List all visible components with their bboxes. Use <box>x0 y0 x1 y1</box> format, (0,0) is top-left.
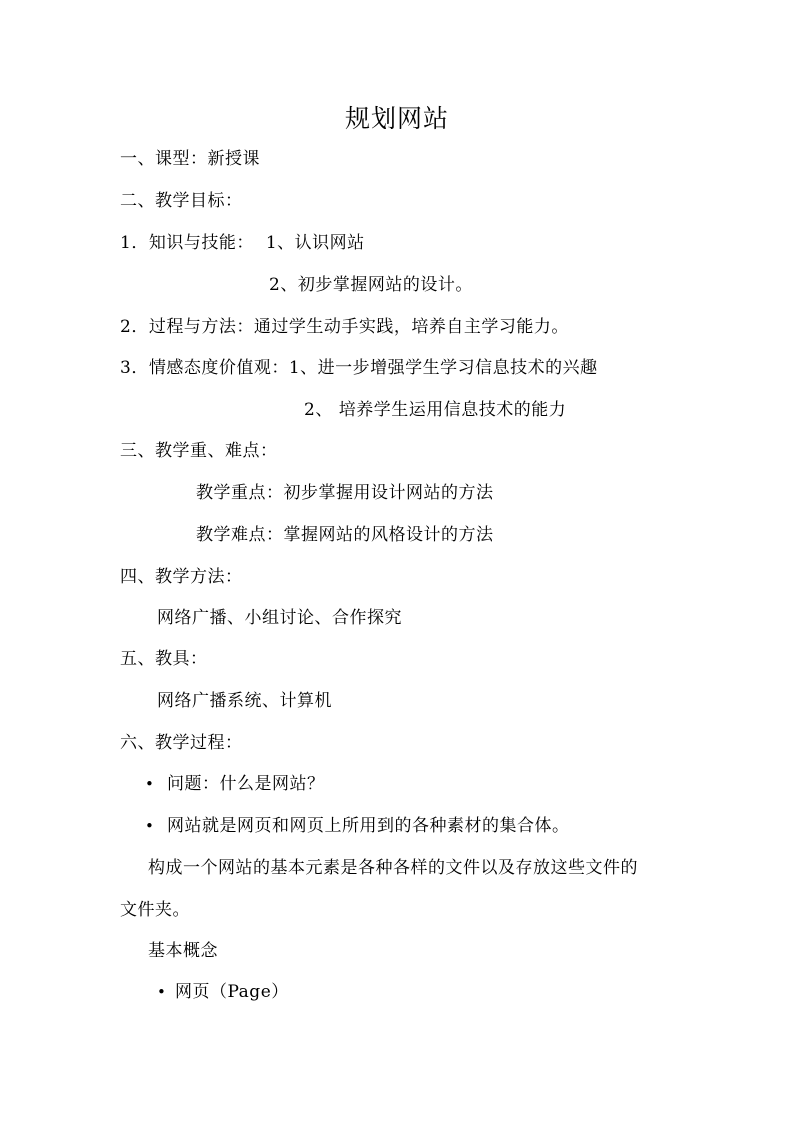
concept-item-page: 网页（Page） <box>175 982 289 1002</box>
process-question: 问题：什么是网站？ <box>167 774 325 794</box>
section-teaching-methods-heading: 四、教学方法： <box>120 567 243 587</box>
difficult-point: 教学难点：掌握网站的风格设计的方法 <box>196 525 494 545</box>
list-item <box>145 773 325 795</box>
process-paragraph-line-1: 构成一个网站的基本元素是各种各样的文件以及存放这些文件的 <box>148 858 638 878</box>
process-answer: 网站就是网页和网页上所用到的各种素材的集合体。 <box>167 816 570 836</box>
section-key-difficult-heading: 三、教学重、难点： <box>120 441 278 461</box>
section-teaching-goals-heading: 二、教学目标： <box>120 191 243 211</box>
teaching-tools: 网络广播系统、计算机 <box>157 691 332 711</box>
bullet-icon: • <box>145 817 155 835</box>
goal-knowledge-skills-label: 1．知识与技能： <box>120 233 254 253</box>
goal-emotion-values: 3．情感态度价值观：1、进一步增强学生学习信息技术的兴趣 <box>120 358 598 378</box>
process-paragraph-line-2: 文件夹。 <box>120 900 190 920</box>
goal-emotion-values-item-2: 2、 培养学生运用信息技术的能力 <box>304 400 567 420</box>
list-item <box>145 815 570 837</box>
bullet-icon: • <box>145 775 155 793</box>
key-point: 教学重点：初步掌握用设计网站的方法 <box>196 483 494 503</box>
goal-knowledge-skills-item-1: 1、认识网站 <box>265 233 365 253</box>
teaching-methods: 网络广播、小组讨论、合作探究 <box>157 608 402 628</box>
goal-knowledge-skills-item-2: 2、初步掌握网站的设计。 <box>269 275 473 295</box>
document-title: 规划网站 <box>344 104 449 133</box>
bullet-icon: • <box>157 983 167 1001</box>
goal-knowledge-skills <box>120 232 365 254</box>
concept-heading: 基本概念 <box>148 941 218 961</box>
list-item <box>157 981 289 1003</box>
goal-process-methods: 2．过程与方法：通过学生动手实践，培养自主学习能力。 <box>120 317 569 337</box>
section-teaching-process-heading: 六、教学过程： <box>120 733 243 753</box>
section-teaching-tools-heading: 五、教具： <box>120 649 208 669</box>
section-lesson-type: 一、课型：新授课 <box>120 149 260 169</box>
